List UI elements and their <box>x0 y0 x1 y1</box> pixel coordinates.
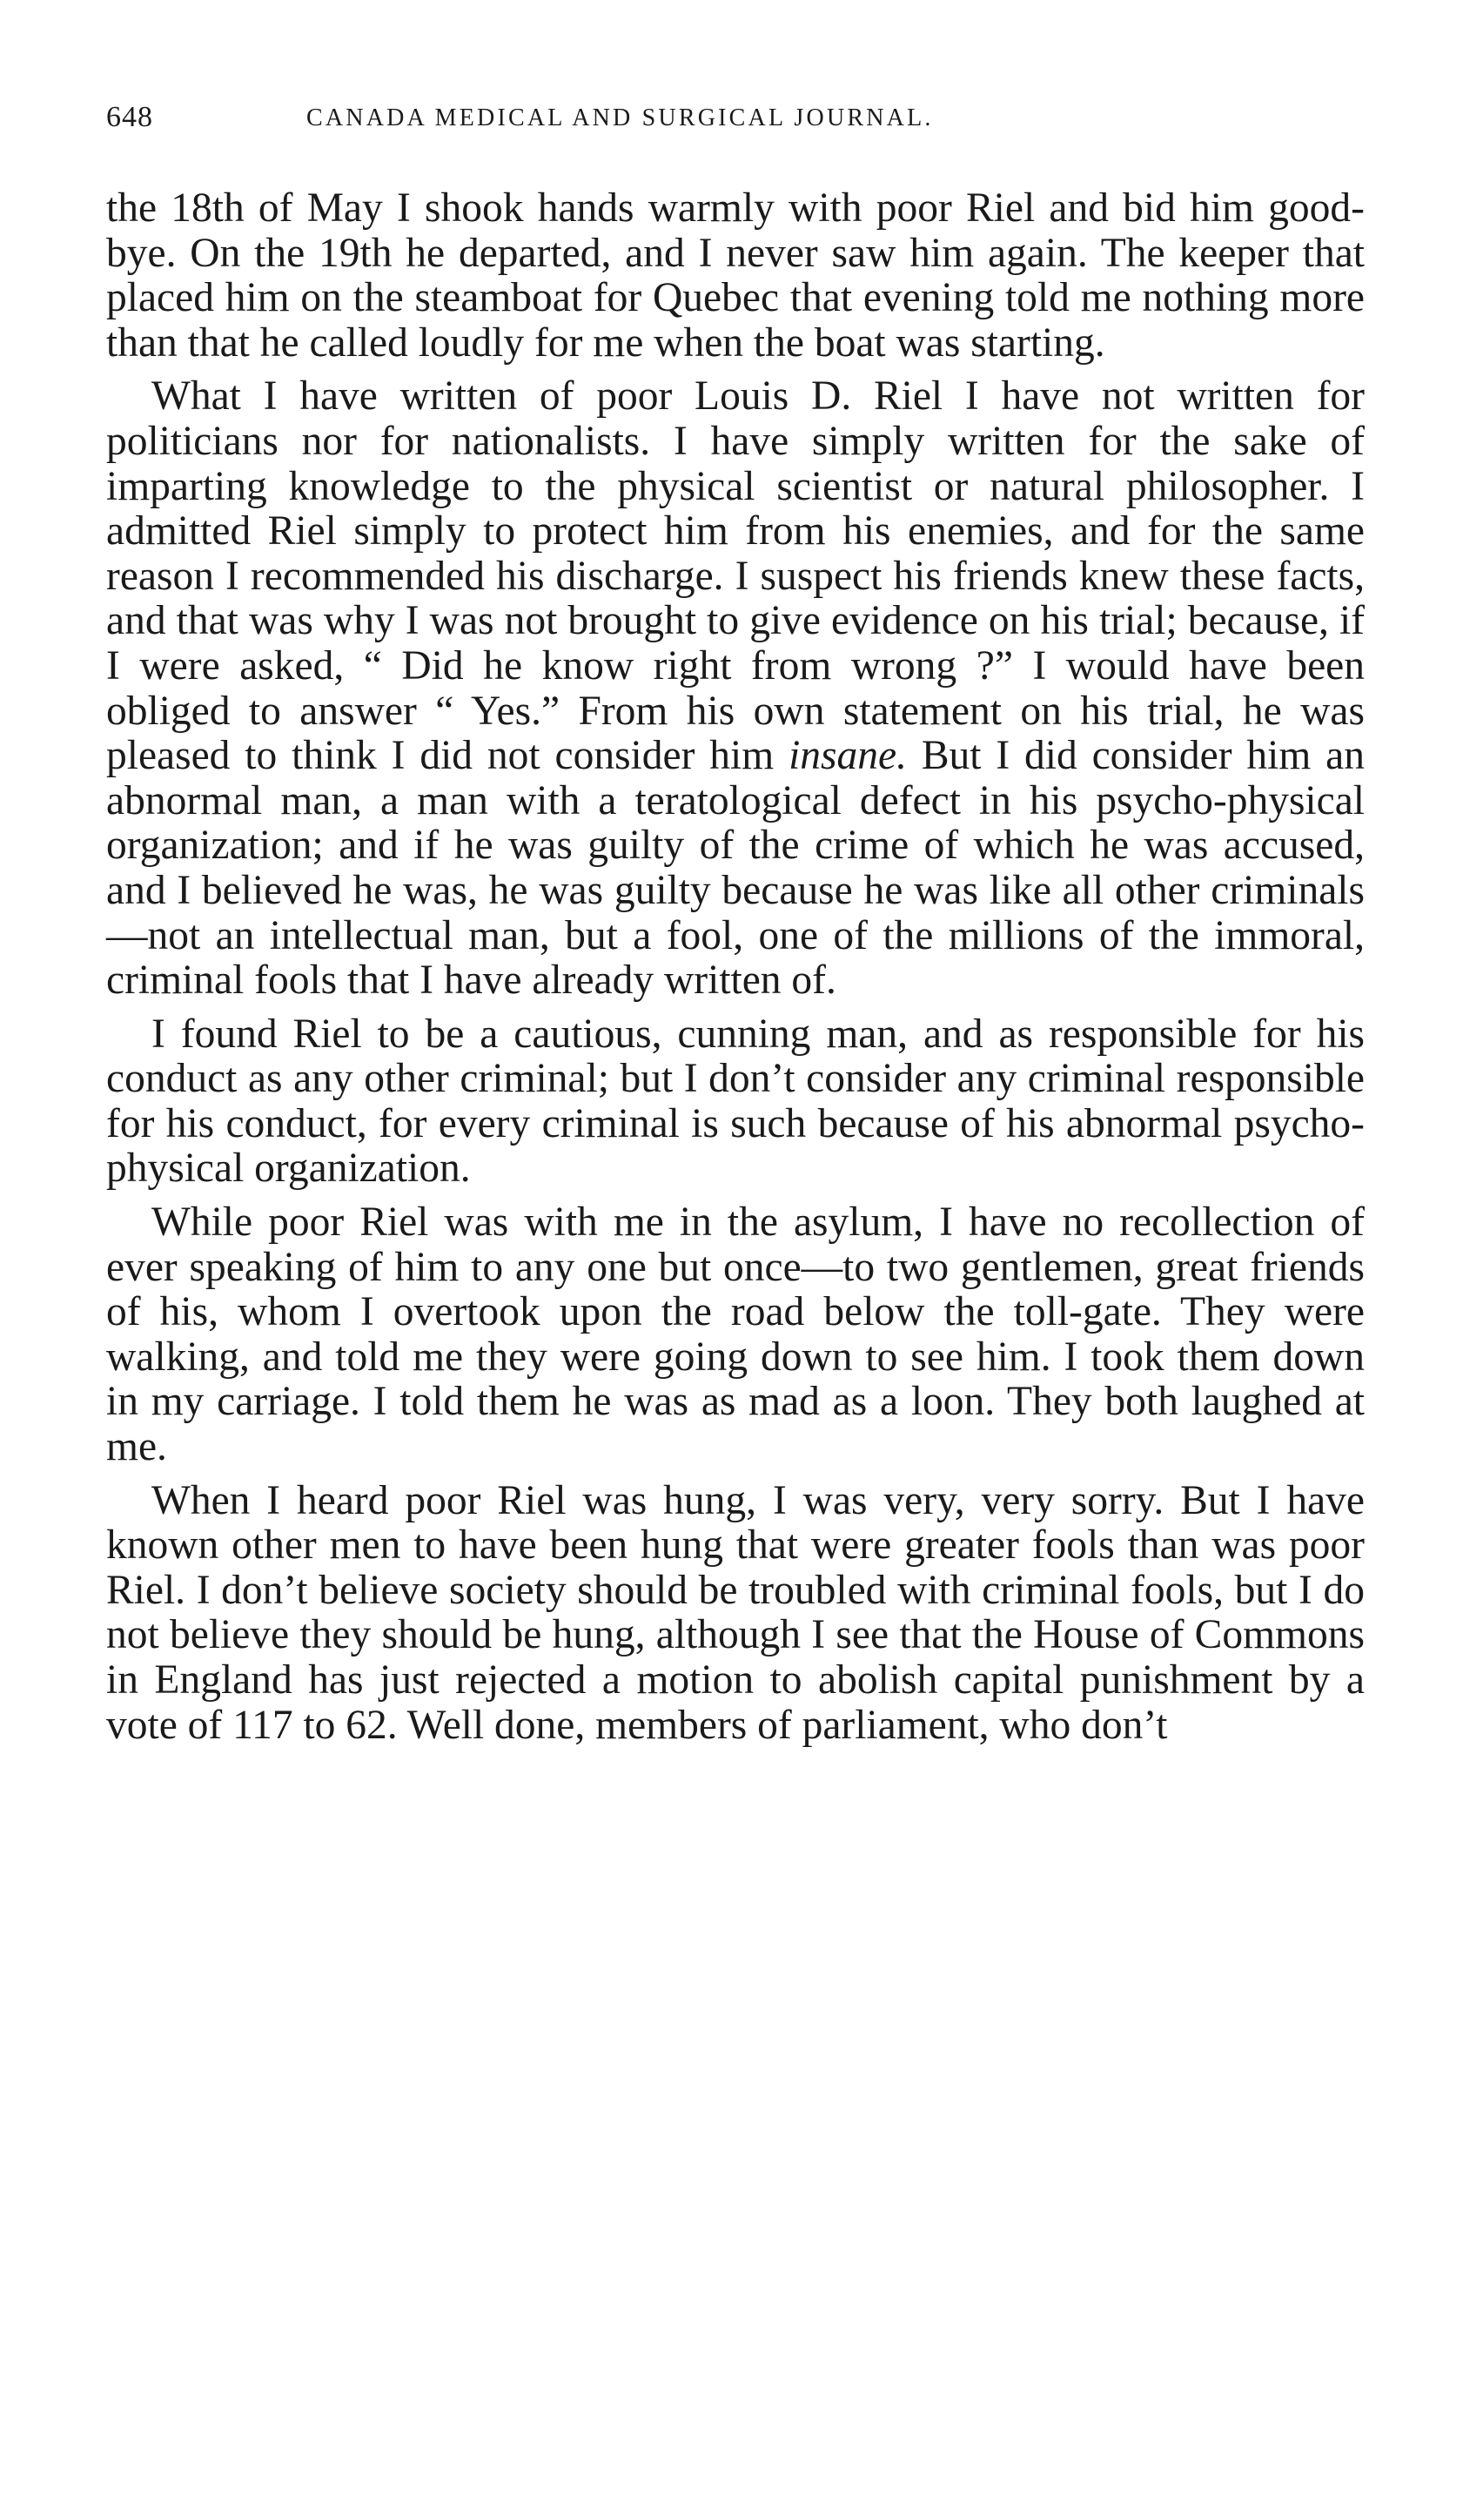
paragraph-2 <box>106 374 1365 1003</box>
paragraph-3: I found Riel to be a cautious, cunning man, and as responsible for his conduct as any other criminal; but I don’t consider any criminal responsible for his conduct, for every criminal is such because of his abnormal psycho-physical organization. <box>106 1011 1365 1192</box>
document-page <box>106 96 1365 1748</box>
body-text <box>106 186 1365 1748</box>
emphasis-insane: insane. <box>789 733 907 779</box>
page-number: 648 <box>106 101 153 133</box>
paragraph-2-text-before: What I have written of poor Louis D. Riel I have not written for politicians nor for nationalists. I have simply written for the sake of imparting knowledge to the physical scientist or natural philosopher. I admitted Riel simply to protect him from his enemies, and for the same reason I recommended his discharge. I suspect his friends knew these facts, and that was why I was not brought to give evidence on his trial; because, if I were asked, “ Did he know right from wrong ?” I would have been obliged to answer “ Yes.” From his own statement on his trial, he was pleased to think I did not consider him <box>106 373 1365 779</box>
paragraph-1: the 18th of May I shook hands warmly with poor Riel and bid him good-bye. On the 19th he departed, and I never saw him again. The keeper that placed him on the steamboat for Quebec that evening told me nothing more than that he called loudly for me when the boat was starting. <box>106 185 1365 366</box>
paragraph-2-text-after: But I did consider him an abnormal man, a man with a teratological defect in his psycho-physical organization; and if he was guilty of the crime of which he was accused, and I believed he was, he was guilty because he was like all other criminals—not an intellectual man, but a fool, one of the millions of the immoral, criminal fools that I have already written of. <box>106 733 1365 1004</box>
journal-title: CANADA MEDICAL AND SURGICAL JOURNAL. <box>306 104 934 131</box>
paragraph-5: When I heard poor Riel was hung, I was very, very sorry. But I have known other men to have been hung that were greater fools than was poor Riel. I don’t believe society should be troubled with criminal fools, but I do not believe they should be hung, although I see that the House of Commons in England has just rejected a motion to abolish capital punishment by a vote of 117 to 62. Well done, members of parliament, who don’t <box>106 1477 1365 1748</box>
running-head <box>106 96 1365 148</box>
paragraph-4: While poor Riel was with me in the asylum, I have no recollection of ever speaking of him to any one but once—to two gentlemen, great friends of his, whom I overtook upon the road below the toll-gate. They were walking, and told me they were going down to see him. I took them down in my carriage. I told them he was as mad as a loon. They both laughed at me. <box>106 1200 1365 1470</box>
